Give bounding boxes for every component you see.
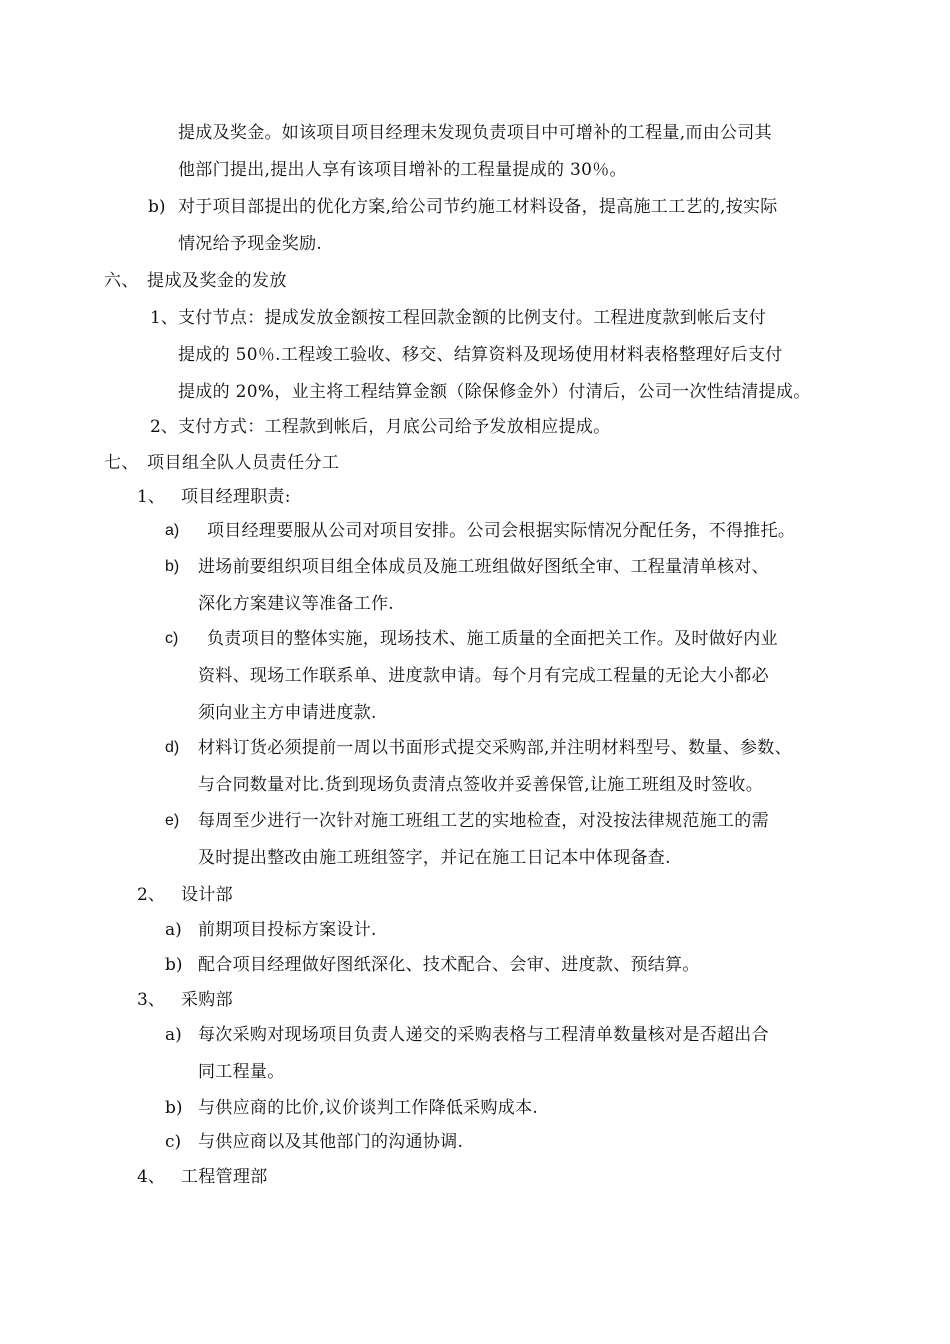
section-7-number: 七、: [104, 453, 139, 473]
item-b-line-1: 对于项目部提出的优化方案,给公司节约施工材料设备，提高施工工艺的,按实际: [178, 197, 778, 217]
purchase-item-a-marker: a): [165, 1025, 182, 1045]
engineering-title: 工程管理部: [181, 1167, 268, 1187]
section-6-item-1-line-3: 提成的 20%，业主将工程结算金额（除保修金外）付清后，公司一次性结清提成。: [178, 382, 811, 402]
purchase-item-a-line-2: 同工程量。: [198, 1062, 285, 1082]
purchase-item-c-line-1: 与供应商以及其他部门的沟通协调.: [198, 1132, 464, 1152]
design-item-b-line-1: 配合项目经理做好图纸深化、技术配合、会审、进度款、预结算。: [198, 955, 700, 975]
section-6-item-1-line-2: 提成的 50％.工程竣工验收、移交、结算资料及现场使用材料表格整理好后支付: [178, 345, 783, 365]
section-6-item-1-marker: 1、: [150, 308, 178, 328]
pm-item-c-line-2: 资料、现场工作联系单、进度款申请。每个月有完成工程量的无论大小都必: [198, 666, 769, 686]
intro-line-2: 他部门提出,提出人享有该项目增补的工程量提成的 30％。: [178, 160, 627, 180]
pm-item-b-line-1: 进场前要组织项目组全体成员及施工班组做好图纸全审、工程量清单核对、: [198, 557, 769, 577]
intro-line-1: 提成及奖金。如该项目项目经理未发现负责项目中可增补的工程量,而由公司其: [178, 123, 772, 143]
pm-item-b-marker: b): [165, 558, 180, 575]
design-title: 设计部: [181, 885, 233, 905]
pm-item-c-line-3: 须向业主方申请进度款.: [198, 703, 377, 723]
pm-item-d-line-2: 与合同数量对比.货到现场负责清点签收并妥善保管,让施工班组及时签收。: [198, 775, 764, 795]
section-7-title: 项目组全队人员责任分工: [147, 453, 340, 473]
pm-item-c-marker: c): [165, 630, 179, 647]
section-6-title: 提成及奖金的发放: [147, 271, 287, 291]
pm-title: 项目经理职责:: [181, 487, 291, 507]
purchase-item-a-line-1: 每次采购对现场项目负责人递交的采购表格与工程清单数量核对是否超出合: [198, 1025, 769, 1045]
pm-item-e-line-2: 及时提出整改由施工班组签字，并记在施工日记本中体现备查.: [198, 848, 671, 868]
pm-item-d-marker: d): [165, 739, 180, 756]
pm-item-d-line-1: 材料订货必须提前一周以书面形式提交采购部,并注明材料型号、数量、参数、: [198, 738, 792, 758]
purchase-title: 采购部: [181, 990, 233, 1010]
pm-item-b-line-2: 深化方案建议等准备工作.: [198, 594, 395, 614]
design-marker: 2、: [137, 885, 165, 905]
pm-item-a-line-1: 项目经理要服从公司对项目安排。公司会根据实际情况分配任务，不得推托。: [207, 521, 796, 541]
purchase-item-c-marker: c): [165, 1132, 182, 1152]
pm-item-c-line-1: 负责项目的整体实施，现场技术、施工质量的全面把关工作。及时做好内业: [207, 629, 778, 649]
item-b-marker: b): [148, 197, 166, 217]
pm-item-a-marker: a): [165, 522, 180, 539]
section-6-number: 六、: [104, 271, 139, 291]
design-item-a-line-1: 前期项目投标方案设计.: [198, 920, 377, 940]
pm-marker: 1、: [137, 487, 165, 507]
purchase-item-b-line-1: 与供应商的比价,议价谈判工作降低采购成本.: [198, 1098, 539, 1118]
design-item-a-marker: a): [165, 920, 182, 940]
pm-item-e-marker: e): [165, 812, 180, 829]
purchase-item-b-marker: b): [165, 1098, 183, 1118]
item-b-line-2: 情况给予现金奖励.: [178, 234, 323, 254]
section-6-item-1-line-1: 支付节点：提成发放金额按工程回款金额的比例支付。工程进度款到帐后支付: [178, 308, 767, 328]
design-item-b-marker: b): [165, 955, 183, 975]
section-6-item-2-line-1: 支付方式：工程款到帐后，月底公司给予发放相应提成。: [178, 417, 611, 437]
pm-item-e-line-1: 每周至少进行一次针对施工班组工艺的实地检查，对没按法律规范施工的需: [198, 811, 769, 831]
purchase-marker: 3、: [137, 990, 165, 1010]
section-6-item-2-marker: 2、: [150, 417, 178, 437]
engineering-marker: 4、: [137, 1167, 165, 1187]
